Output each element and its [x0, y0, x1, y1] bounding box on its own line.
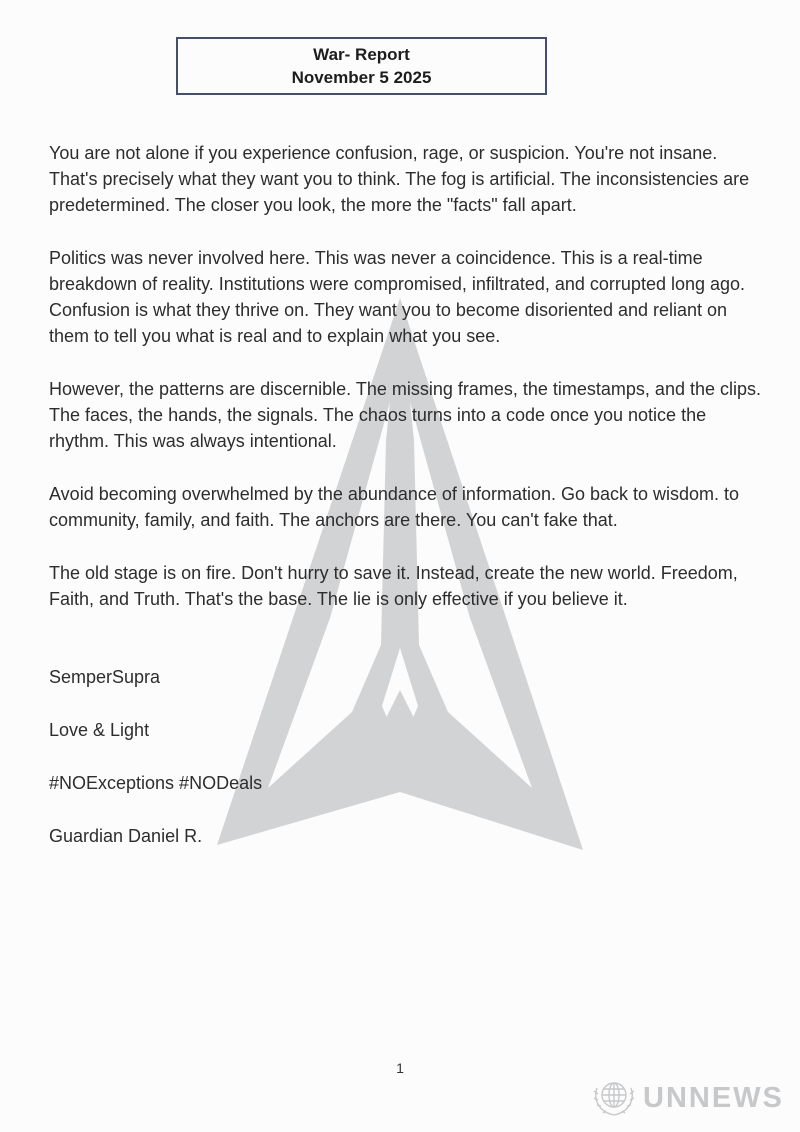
signature-block [49, 664, 765, 849]
report-date: November 5 2025 [291, 68, 432, 87]
paragraph-1: You are not alone if you experience confusion, rage, or suspicion. You're not insane. That's precisely what they want you to think. The fog is artificial. The inconsistencies are predetermined. The closer you look, the more the "facts" fall apart. [49, 143, 750, 215]
signature-motto: SemperSupra [49, 667, 161, 687]
unnews-logo-text: UNNEWS [643, 1082, 784, 1114]
page-number: 1 [396, 1060, 404, 1076]
report-title: War- Report [313, 45, 410, 64]
paragraph-4: Avoid becoming overwhelmed by the abundance of information. Go back to wisdom. to community, family, and faith. The anchors are there. You can't fake that. [49, 484, 740, 530]
signature-closing: Love & Light [49, 720, 150, 740]
signature-author: Guardian Daniel R. [49, 826, 203, 846]
signature-hashtags: #NOExceptions #NODeals [49, 773, 263, 793]
paragraph-5: The old stage is on fire. Don't hurry to save it. Instead, create the new world. Freedom, Faith, and Truth. That's the base. The lie is only effective if you believe it. [49, 563, 738, 609]
un-emblem-icon [590, 1074, 638, 1122]
unnews-logo [590, 1074, 784, 1122]
paragraph-2: Politics was never involved here. This was never a coincidence. This is a real-time breakdown of reality. Institutions were compromised, infiltrated, and corrupted long ago. Confusion is what they thrive on. They want you to become disoriented and reliant on them to tell you what is real and to explain what you see. [49, 248, 746, 346]
paragraph-3: However, the patterns are discernible. The missing frames, the timestamps, and the clips. The faces, the hands, the signals. The chaos turns into a code once you notice the rhythm. This was always intentional. [49, 379, 761, 451]
report-body [49, 140, 765, 876]
report-title-box [176, 37, 547, 95]
